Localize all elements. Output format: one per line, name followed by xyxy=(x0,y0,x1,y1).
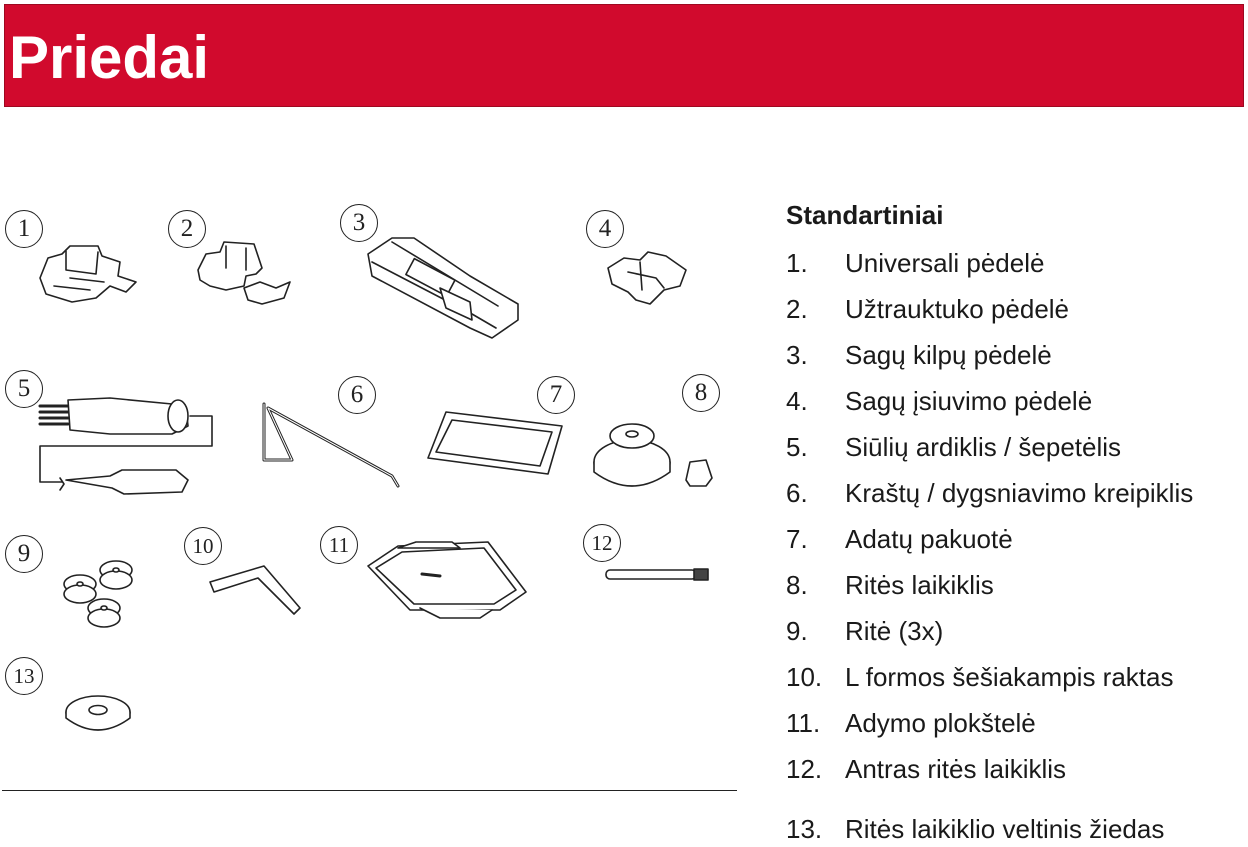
item-number: 3. xyxy=(786,340,808,370)
seam-ripper-brush-icon xyxy=(40,398,212,494)
item-number: 10. xyxy=(786,662,823,692)
item-number: 7. xyxy=(786,524,808,554)
item-text: Sagų kilpų pėdelė xyxy=(845,340,1052,370)
item-text: Siūlių ardiklis / šepetėlis xyxy=(845,432,1122,462)
callout-1: 1 xyxy=(5,210,43,248)
edge-quilting-guide-icon xyxy=(264,404,398,486)
item-text: Sagų įsiuvimo pėdelė xyxy=(845,386,1093,416)
callout-2: 2 xyxy=(168,210,206,248)
item-text: Ritės laikiklio veltinis žiedas xyxy=(845,814,1165,844)
item-number: 9. xyxy=(786,616,808,646)
item-text: Adatų pakuotė xyxy=(845,524,1013,554)
callout-10: 10 xyxy=(184,527,222,565)
callout-9: 9 xyxy=(5,535,43,573)
item-number: 5. xyxy=(786,432,808,462)
callout-4: 4 xyxy=(586,210,624,248)
header-banner xyxy=(4,4,1244,107)
item-number: 12. xyxy=(786,754,823,784)
bobbin-icon xyxy=(64,561,132,627)
accessories-illustration xyxy=(0,190,740,750)
callout-12: 12 xyxy=(583,524,621,562)
needle-pack-icon xyxy=(428,412,562,474)
callout-6: 6 xyxy=(338,376,376,414)
item-text: Antras ritės laikiklis xyxy=(845,754,1067,784)
item-text: Kraštų / dygsniavimo kreipiklis xyxy=(845,478,1194,508)
spool-pin-icon xyxy=(606,569,708,580)
item-number: 11. xyxy=(786,708,821,738)
item-text: L formos šešiakampis raktas xyxy=(845,662,1174,692)
presser-foot-icon xyxy=(40,246,136,302)
item-text: Ritė (3x) xyxy=(845,616,944,646)
item-number: 13. xyxy=(786,814,823,844)
felt-ring-icon xyxy=(66,696,130,730)
item-number: 8. xyxy=(786,570,808,600)
item-number: 6. xyxy=(786,478,808,508)
item-number: 2. xyxy=(786,294,808,324)
callout-8: 8 xyxy=(682,374,720,412)
buttonhole-foot-icon xyxy=(368,238,518,338)
callout-13: 13 xyxy=(5,657,43,695)
callout-11: 11 xyxy=(320,526,358,564)
item-number: 4. xyxy=(786,386,808,416)
accessory-list xyxy=(786,198,1246,844)
hex-key-icon xyxy=(210,566,300,614)
button-sewing-foot-icon xyxy=(608,252,686,304)
item-text: Ritės laikiklis xyxy=(845,570,994,600)
callout-3: 3 xyxy=(340,204,378,242)
spool-holder-icon xyxy=(594,424,712,486)
page-title: Priedai xyxy=(9,24,210,91)
item-number: 1. xyxy=(786,248,808,278)
callout-5: 5 xyxy=(5,370,43,408)
callout-7: 7 xyxy=(537,376,575,414)
list-heading: Standartiniai xyxy=(786,200,944,230)
item-text: Adymo plokštelė xyxy=(845,708,1036,738)
item-text: Universali pėdelė xyxy=(845,248,1045,278)
divider xyxy=(2,790,737,791)
darning-plate-icon xyxy=(368,542,526,618)
item-text: Užtrauktuko pėdelė xyxy=(845,294,1070,324)
zipper-foot-icon xyxy=(198,242,290,304)
